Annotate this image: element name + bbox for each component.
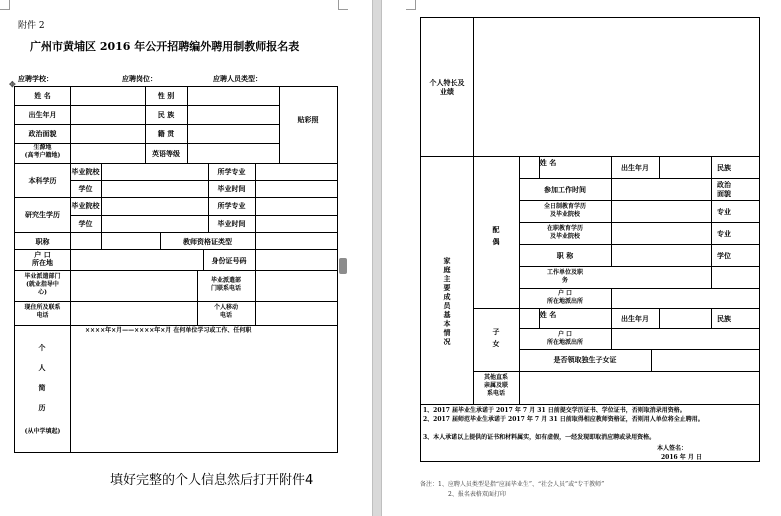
field-position: 应聘岗位： <box>122 74 157 83</box>
label-postgrad-major: 所学专业 <box>217 201 246 210</box>
label-id-number: 身份证号码 <box>211 256 247 265</box>
label-postgrad-degree: 学位 <box>78 219 93 228</box>
page-gap <box>372 0 382 516</box>
label-family: 家 庭 主 要 成 员 基 本 情 况 <box>443 256 451 346</box>
field-school: 应聘学校： <box>18 74 53 83</box>
label-child-ethnicity: 民族 <box>717 314 731 323</box>
label-child-birth: 出生年月 <box>621 314 649 323</box>
label-spouse-name: 姓 名 <box>539 158 557 167</box>
page-corner-mark <box>338 0 348 10</box>
label-postgrad-time: 毕业时间 <box>217 219 246 228</box>
label-spouse-title: 职 称 <box>556 251 574 260</box>
label-child-name: 姓 名 <box>539 310 557 319</box>
label-spouse-major2: 专业 <box>717 229 731 238</box>
label-undergrad-degree: 学位 <box>78 184 93 193</box>
note-1: 备注：1、应聘人员类型是指“应届毕业生”、“社会人员”或“专干教师” <box>420 481 605 488</box>
page-corner-mark <box>406 0 416 10</box>
label-spouse-birth: 出生年月 <box>621 163 649 172</box>
scroll-handle[interactable] <box>339 258 347 274</box>
label-address: 现住所及联系 电话 <box>24 304 61 319</box>
form-page-right <box>382 0 781 516</box>
label-specialty: 个人特长及 业绩 <box>429 78 465 96</box>
field-applicant-type: 应聘人员类型： <box>213 74 262 83</box>
instruction-caption: 填好完整的个人信息然后打开附件4 <box>110 473 314 488</box>
label-photo: 贴彩照 <box>297 115 319 124</box>
label-other-relatives: 其他直系 亲属及联 系电话 <box>483 374 508 397</box>
label-child-hukou: 户 口 所在地派出所 <box>546 331 583 346</box>
label-spouse-political: 政治 面貌 <box>717 180 731 198</box>
label-name: 姓 名 <box>34 91 51 100</box>
label-only-child: 是否领取独生子女证 <box>553 355 617 364</box>
label-postgrad: 研究生学历 <box>25 210 60 219</box>
move-handle-icon[interactable]: ✥ <box>9 79 16 89</box>
label-undergrad: 本科学历 <box>28 176 57 185</box>
label-political: 政治面貌 <box>28 129 57 138</box>
label-dispatch-phone: 毕业派遣部 门联系电话 <box>210 277 241 292</box>
signature-label: 本人签名： <box>657 445 688 452</box>
form-page-left <box>0 0 372 516</box>
label-resume: 个 人 简 历 <box>38 343 46 412</box>
pledge-1: 1、2017 届毕业生承诺于 2017 年 7 月 31 日前提交学历证书、学位证书，否则取消录用资格。 <box>423 407 686 414</box>
pledge-3: 3、本人承诺以上提供的证书和材料属实，如有虚假，一经发现即取消应聘或录用资格。 <box>423 434 656 441</box>
label-spouse-hukou: 户 口 所在地派出所 <box>546 290 583 305</box>
label-fulltime-edu: 全日制教育学历 及毕业院校 <box>543 203 586 218</box>
label-undergrad-major: 所学专业 <box>217 167 246 176</box>
label-undergrad-time: 毕业时间 <box>217 184 246 193</box>
label-ethnicity: 民 族 <box>157 110 175 119</box>
label-english: 英语等级 <box>152 149 180 158</box>
label-inservice-edu: 在职教育学历 及毕业院校 <box>546 225 583 240</box>
signature-date: 2016 年 月 日 <box>661 454 702 461</box>
label-resume-note: (从中学填起) <box>24 428 61 435</box>
family-table <box>420 17 760 462</box>
note-2: 2、报名表格双面打印 <box>448 491 506 498</box>
label-birth: 出生年月 <box>28 110 57 119</box>
page-corner-mark <box>0 0 10 10</box>
label-postgrad-school: 毕业院校 <box>71 201 100 210</box>
label-hukou: 户 口 所在地 <box>32 250 53 267</box>
label-spouse-major: 专业 <box>717 207 731 216</box>
label-origin: 生源地 (高考户籍地) <box>24 144 61 159</box>
label-spouse-degree: 学位 <box>717 251 731 260</box>
label-title-rank: 职称 <box>35 237 50 246</box>
form-title: 广州市黄埔区 2016 年公开招聘编外聘用制教师报名表 <box>30 40 300 53</box>
label-gender: 性 别 <box>157 91 175 100</box>
label-mobile: 个人移动 电话 <box>213 304 238 319</box>
pledge-2: 2、2017 届师范毕业生承诺于 2017 年 7 月 31 日前取得相应教师资格证，否则用人单位将全止聘用。 <box>423 416 704 423</box>
resume-format-line: ××××年×月——××××年×月 在何单位学习或工作、任何职 <box>85 327 252 334</box>
label-work-time: 参加工作时间 <box>544 185 586 194</box>
label-teacher-cert: 教师资格证类型 <box>183 237 232 246</box>
label-undergrad-school: 毕业院校 <box>71 167 100 176</box>
label-child: 子 女 <box>492 327 500 348</box>
label-native: 籍 贯 <box>157 129 175 138</box>
label-spouse-ethnicity: 民族 <box>717 163 731 172</box>
application-table <box>14 86 338 453</box>
label-work-unit: 工作单位及职 务 <box>546 269 583 284</box>
label-spouse: 配 偶 <box>492 225 500 246</box>
label-dispatch-dept: 毕业派遣部门 (就业指导中 心) <box>24 273 61 296</box>
attachment-label: 附件 2 <box>18 21 45 31</box>
